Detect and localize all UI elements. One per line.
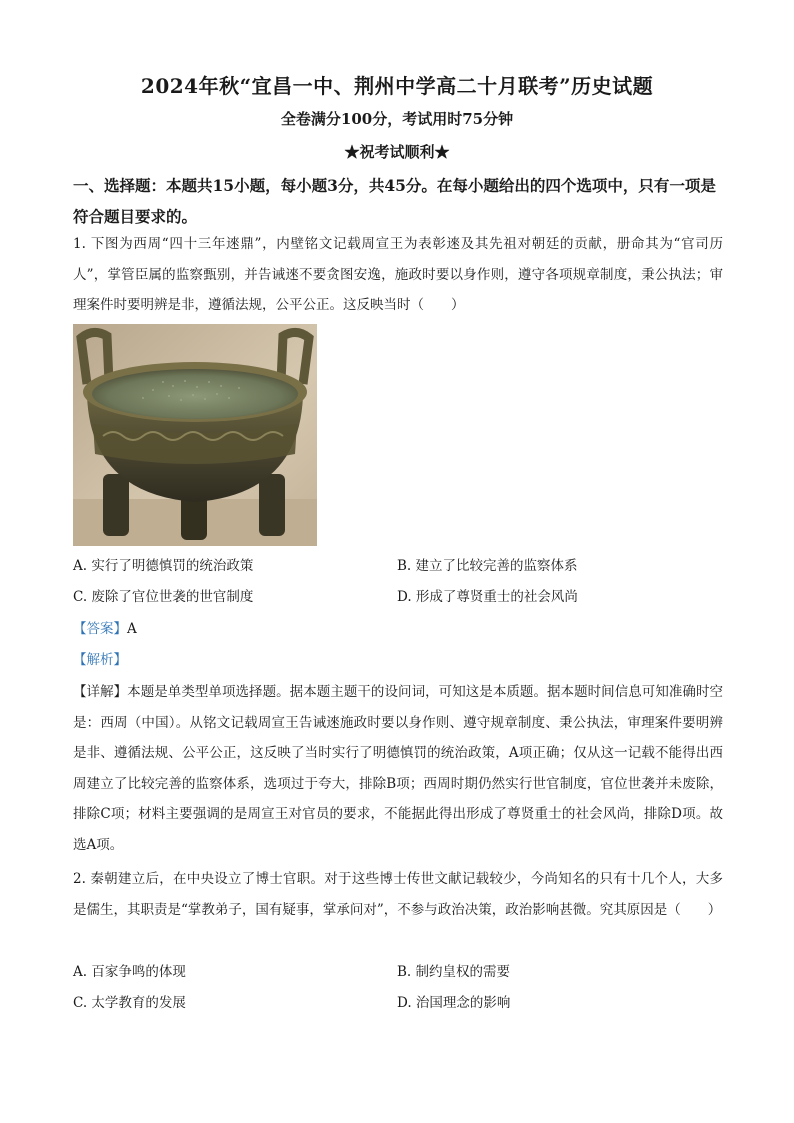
question-1-stem: 1. 下图为西周“四十三年逨鼎”，内壁铭文记载周宣王为表彰逨及其先祖对朝廷的贡献，册命其为“官司历人”，掌管臣属的监察甄别，并告诫逨不要贪图安逸，施政时要以身作则，遵守各项规章制度，秉公执法；审理案件时要明辨是非，遵循法规，公平公正。这反映当时（ ） [73, 236, 723, 313]
answer-value: A [127, 621, 137, 637]
q1-detail-explanation: 【详解】本题是单类型单项选择题。据本题主题干的设问词，可知这是本质题。据本题时间信息可知准确时空是：西周（中国）。从铭文记载周宣王告诫逨施政时要以身作则、遵守规章制度、秉公执法，审理案件要明辨是非、遵循法规、公平公正，这反映了当时实行了明德慎罚的统治政策，A项正确；仅从这一记载不能得出西周建立了比较完善的监察体系，选项过于夸大，排除B项；西周时期仍然实行世官制度，官位世袭并未废除，排除C项；材料主要强调的是周宣王对官员的要求，不能据此得出形成了尊贤重士的社会风尚，排除D项。故选A项。 [73, 684, 723, 853]
q2-option-d: D. 治国理念的影响 [397, 995, 511, 1011]
exam-title: 2024年秋“宜昌一中、荆州中学高二十月联考”历史试题 [140, 74, 654, 98]
answer-tag: 【答案】 [73, 621, 127, 637]
section-heading: 一、选择题：本题共15小题，每小题3分，共45分。在每小题给出的四个选项中，只有一项是符合题目要求的。 [73, 176, 716, 226]
q1-analysis-tag [73, 650, 127, 670]
q2-option-b: B. 制约皇权的需要 [397, 964, 511, 980]
q1-option-a: A. 实行了明德慎罚的统治政策 [73, 558, 254, 574]
q1-answer [73, 619, 137, 639]
q2-option-a: A. 百家争鸣的体现 [73, 964, 186, 980]
analysis-tag: 【解析】 [73, 652, 127, 668]
q1-option-c: C. 废除了官位世袭的世官制度 [73, 589, 254, 605]
question-2-stem: 2. 秦朝建立后，在中央设立了博士官职。对于这些博士传世文献记载较少，今尚知名的只有十几个人，大多是儒生，其职责是“掌教弟子，国有疑事，掌承问对”，不参与政治决策，政治影响甚微。究其原因是（ ） [73, 871, 723, 918]
good-luck-line: ★祝考试顺利★ [344, 143, 450, 161]
exam-subtitle: 全卷满分100分，考试用时75分钟 [280, 110, 514, 128]
q2-option-c: C. 太学教育的发展 [73, 995, 186, 1011]
q1-option-b: B. 建立了比较完善的监察体系 [397, 558, 578, 574]
q1-option-d: D. 形成了尊贤重士的社会风尚 [397, 589, 578, 605]
bronze-ding-photo [73, 324, 317, 546]
